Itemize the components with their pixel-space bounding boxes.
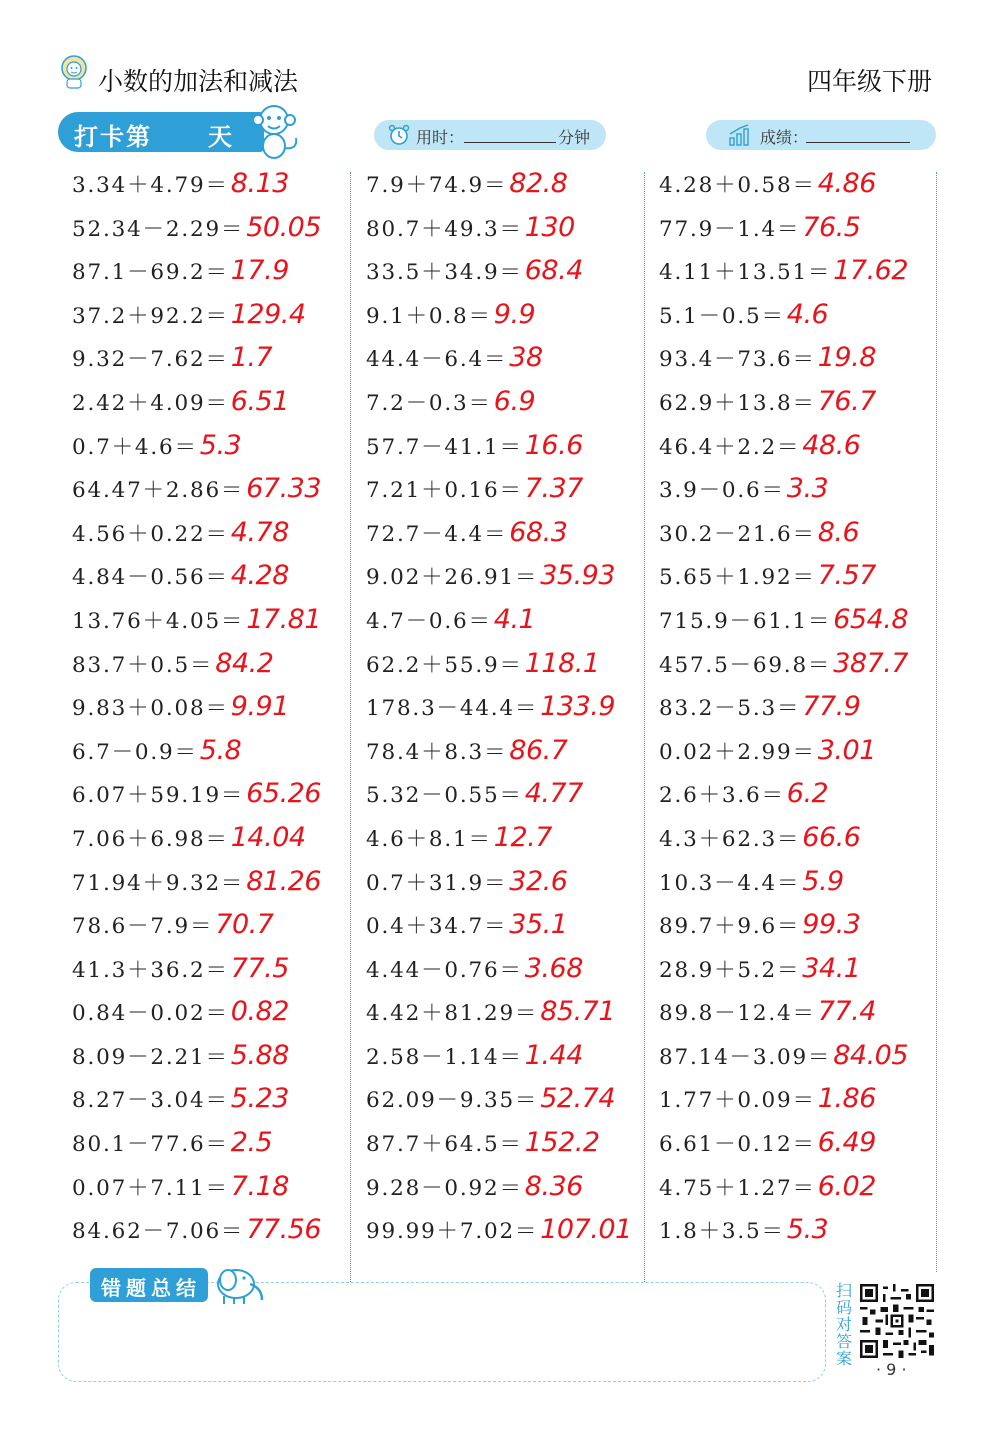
problem-row <box>366 1214 632 1258</box>
problem-row <box>659 778 908 822</box>
problem-expression: 37.2＋92.2＝ <box>72 303 229 329</box>
problem-row <box>366 1127 632 1171</box>
handwritten-answer: 14.04 <box>230 821 306 853</box>
problem-expression: 72.7－4.4＝ <box>366 521 508 547</box>
problem-expression: 4.11＋13.51＝ <box>659 260 832 286</box>
handwritten-answer: 8.13 <box>230 168 289 199</box>
handwritten-answer: 34.1 <box>802 952 861 984</box>
problem-expression: 10.3－4.4＝ <box>659 870 801 896</box>
problem-row <box>72 1127 321 1171</box>
qr-code[interactable] <box>858 1284 936 1358</box>
problem-row <box>659 255 908 299</box>
lion-logo-icon <box>58 54 90 90</box>
handwritten-answer: 654.8 <box>833 603 909 635</box>
problem-expression: 80.1－77.6＝ <box>72 1132 229 1158</box>
problem-row <box>72 996 321 1040</box>
time-pill <box>374 120 606 150</box>
problem-expression: 80.7＋49.3＝ <box>366 216 523 242</box>
problem-expression: 2.6＋3.6＝ <box>659 783 785 809</box>
handwritten-answer: 4.28 <box>230 560 289 592</box>
handwritten-answer: 5.3 <box>786 1214 829 1246</box>
problem-expression: 62.09－9.35＝ <box>366 1088 539 1114</box>
handwritten-answer: 82.8 <box>509 168 568 199</box>
problem-expression: 4.75＋1.27＝ <box>659 1175 816 1201</box>
handwritten-answer: 130 <box>524 211 575 243</box>
problem-row <box>72 778 321 822</box>
handwritten-answer: 4.78 <box>230 516 289 548</box>
problem-expression: 93.4－73.6＝ <box>659 347 816 373</box>
handwritten-answer: 19.8 <box>817 342 876 374</box>
problem-row <box>366 604 632 648</box>
problem-row <box>366 648 632 692</box>
handwritten-answer: 6.49 <box>817 1127 876 1159</box>
problem-row <box>366 473 632 517</box>
handwritten-answer: 6.2 <box>786 778 829 810</box>
problem-row <box>366 1083 632 1127</box>
problem-expression: 77.9－1.4＝ <box>659 216 801 242</box>
monkey-icon <box>246 100 304 162</box>
problem-expression: 87.14－3.09＝ <box>659 1044 832 1070</box>
problem-expression: 4.42＋81.29＝ <box>366 1001 539 1027</box>
problem-row <box>72 255 321 299</box>
handwritten-answer: 99.3 <box>802 909 861 941</box>
problem-expression: 5.1－0.5＝ <box>659 303 785 329</box>
handwritten-answer: 77.5 <box>230 952 289 984</box>
time-unit: 分钟 <box>558 128 591 147</box>
handwritten-answer: 6.02 <box>817 1170 876 1202</box>
handwritten-answer: 76.7 <box>817 385 876 417</box>
problem-expression: 62.2＋55.9＝ <box>366 652 523 678</box>
problem-expression: 41.3＋36.2＝ <box>72 957 229 983</box>
problem-row <box>659 909 908 953</box>
problem-column-3 <box>659 168 908 1258</box>
handwritten-answer: 4.6 <box>786 298 829 330</box>
problem-row <box>72 866 321 910</box>
handwritten-answer: 9.9 <box>493 298 536 330</box>
problem-row <box>659 1083 908 1127</box>
problem-expression: 4.84－0.56＝ <box>72 565 229 591</box>
handwritten-answer: 4.86 <box>817 168 876 199</box>
problem-row <box>659 473 908 517</box>
problem-row <box>659 822 908 866</box>
handwritten-answer: 2.5 <box>230 1127 273 1159</box>
problem-row <box>659 953 908 997</box>
problem-row <box>72 691 321 735</box>
handwritten-answer: 129.4 <box>230 298 306 330</box>
handwritten-answer: 17.62 <box>833 255 909 287</box>
problem-expression: 3.34＋4.79＝ <box>72 173 229 198</box>
problem-expression: 87.1－69.2＝ <box>72 260 229 286</box>
handwritten-answer: 77.9 <box>802 691 861 723</box>
problem-expression: 0.84－0.02＝ <box>72 1001 229 1027</box>
handwritten-answer: 66.6 <box>802 821 861 853</box>
handwritten-answer: 5.8 <box>199 734 242 766</box>
problem-expression: 28.9＋5.2＝ <box>659 957 801 983</box>
problem-expression: 57.7－41.1＝ <box>366 434 523 460</box>
problem-expression: 6.07＋59.19＝ <box>72 783 245 809</box>
checkin-banner <box>58 112 264 152</box>
handwritten-answer: 3.01 <box>817 734 876 766</box>
problem-row <box>659 735 908 779</box>
problem-row <box>72 953 321 997</box>
problem-expression: 7.9＋74.9＝ <box>366 173 508 198</box>
scan-label: 扫码对答案 <box>836 1281 853 1368</box>
handwritten-answer: 35.1 <box>509 909 568 941</box>
mistake-summary-label: 错题总结 <box>101 1276 201 1300</box>
problem-expression: 7.06＋6.98＝ <box>72 826 229 852</box>
problem-row <box>72 473 321 517</box>
problem-row <box>72 430 321 474</box>
problem-row <box>72 212 321 256</box>
problem-row <box>72 342 321 386</box>
problem-expression: 71.94＋9.32＝ <box>72 870 245 896</box>
problem-expression: 87.7＋64.5＝ <box>366 1132 523 1158</box>
problem-expression: 30.2－21.6＝ <box>659 521 816 547</box>
handwritten-answer: 35.93 <box>540 560 616 592</box>
handwritten-answer: 50.05 <box>246 211 322 243</box>
problem-expression: 9.1＋0.8＝ <box>366 303 492 329</box>
problem-expression: 4.56＋0.22＝ <box>72 521 229 547</box>
handwritten-answer: 17.9 <box>230 255 289 287</box>
problem-row <box>659 342 908 386</box>
handwritten-answer: 4.1 <box>493 603 536 635</box>
problem-row <box>366 735 632 779</box>
problem-expression: 83.7＋0.5＝ <box>72 652 214 678</box>
problem-expression: 8.27－3.04＝ <box>72 1088 229 1114</box>
column-divider <box>350 172 351 1282</box>
elephant-icon <box>206 1262 270 1306</box>
handwritten-answer: 107.01 <box>540 1214 632 1246</box>
problem-expression: 9.32－7.62＝ <box>72 347 229 373</box>
problem-expression: 44.4－6.4＝ <box>366 347 508 373</box>
problem-row <box>366 255 632 299</box>
handwritten-answer: 70.7 <box>215 909 274 941</box>
problem-row <box>659 168 908 212</box>
handwritten-answer: 7.18 <box>230 1170 289 1202</box>
handwritten-answer: 12.7 <box>493 821 552 853</box>
problem-row <box>366 866 632 910</box>
problem-expression: 13.76＋4.05＝ <box>72 608 245 634</box>
problem-expression: 9.02＋26.91＝ <box>366 565 539 591</box>
problem-row <box>72 1171 321 1215</box>
problem-row <box>366 1040 632 1084</box>
problem-expression: 52.34－2.29＝ <box>72 216 245 242</box>
problem-row <box>659 1127 908 1171</box>
problem-expression: 7.21＋0.16＝ <box>366 478 523 504</box>
problem-row <box>659 386 908 430</box>
problem-row <box>659 604 908 648</box>
handwritten-answer: 76.5 <box>802 211 861 243</box>
problem-row <box>72 299 321 343</box>
problem-expression: 4.3＋62.3＝ <box>659 826 801 852</box>
handwritten-answer: 6.9 <box>493 385 536 417</box>
problem-expression: 89.8－12.4＝ <box>659 1001 816 1027</box>
problem-row <box>366 342 632 386</box>
problem-row <box>366 560 632 604</box>
problem-expression: 3.9－0.6＝ <box>659 478 785 504</box>
handwritten-answer: 65.26 <box>246 778 322 810</box>
problem-row <box>72 560 321 604</box>
column-divider <box>644 172 645 1282</box>
mistake-summary-tag <box>90 1268 208 1302</box>
problem-expression: 2.42＋4.09＝ <box>72 390 229 416</box>
handwritten-answer: 5.3 <box>199 429 242 461</box>
column-divider <box>936 172 937 1272</box>
time-label: 用时： <box>416 128 465 147</box>
problem-row <box>659 1214 908 1258</box>
problem-row <box>659 691 908 735</box>
problem-row <box>659 560 908 604</box>
problem-row <box>659 996 908 1040</box>
problem-expression: 1.8＋3.5＝ <box>659 1219 785 1245</box>
handwritten-answer: 52.74 <box>540 1083 616 1115</box>
problem-expression: 78.4＋8.3＝ <box>366 739 508 765</box>
problem-row <box>366 909 632 953</box>
problem-row <box>366 212 632 256</box>
grade-label: 四年级下册 <box>806 67 932 96</box>
problem-expression: 33.5＋34.9＝ <box>366 260 523 286</box>
problem-row <box>366 778 632 822</box>
problem-row <box>366 517 632 561</box>
time-blank[interactable] <box>464 142 556 143</box>
problem-row <box>72 517 321 561</box>
clock-icon <box>388 124 410 146</box>
problem-expression: 8.09－2.21＝ <box>72 1044 229 1070</box>
problem-row <box>659 212 908 256</box>
problem-expression: 4.28＋0.58＝ <box>659 173 816 198</box>
problem-row <box>659 1171 908 1215</box>
handwritten-answer: 77.56 <box>246 1214 322 1246</box>
handwritten-answer: 38 <box>509 342 543 374</box>
problem-row <box>366 996 632 1040</box>
problem-expression: 5.65＋1.92＝ <box>659 565 816 591</box>
problem-expression: 6.7－0.9＝ <box>72 739 198 765</box>
problem-expression: 62.9＋13.8＝ <box>659 390 816 416</box>
problem-expression: 64.47＋2.86＝ <box>72 478 245 504</box>
problem-row <box>366 299 632 343</box>
problem-row <box>659 299 908 343</box>
handwritten-answer: 86.7 <box>509 734 568 766</box>
problem-column-1 <box>72 168 321 1258</box>
handwritten-answer: 68.4 <box>524 255 583 287</box>
problem-expression: 5.32－0.55＝ <box>366 783 523 809</box>
problem-expression: 6.61－0.12＝ <box>659 1132 816 1158</box>
score-label: 成绩： <box>760 128 809 147</box>
checkin-day-label: 天 <box>208 123 232 151</box>
handwritten-answer: 1.7 <box>230 342 273 374</box>
page-number: · 9 · <box>876 1360 907 1379</box>
problem-row <box>366 386 632 430</box>
handwritten-answer: 9.91 <box>230 691 289 723</box>
handwritten-answer: 67.33 <box>246 473 322 505</box>
problem-row <box>72 648 321 692</box>
problem-expression: 9.28－0.92＝ <box>366 1175 523 1201</box>
problem-row <box>72 1040 321 1084</box>
handwritten-answer: 4.77 <box>524 778 583 810</box>
problem-expression: 4.6＋8.1＝ <box>366 826 492 852</box>
problem-expression: 84.62－7.06＝ <box>72 1219 245 1245</box>
handwritten-answer: 81.26 <box>246 865 322 897</box>
handwritten-answer: 0.82 <box>230 996 289 1028</box>
problem-row <box>72 1083 321 1127</box>
score-blank[interactable] <box>806 142 910 143</box>
problem-row <box>659 517 908 561</box>
problem-expression: 178.3－44.4＝ <box>366 696 539 722</box>
problem-row <box>72 604 321 648</box>
handwritten-answer: 1.86 <box>817 1083 876 1115</box>
problem-expression: 0.02＋2.99＝ <box>659 739 816 765</box>
problem-expression: 46.4＋2.2＝ <box>659 434 801 460</box>
problem-expression: 7.2－0.3＝ <box>366 390 492 416</box>
problem-row <box>72 1214 321 1258</box>
handwritten-answer: 32.6 <box>509 865 568 897</box>
problem-expression: 9.83＋0.08＝ <box>72 696 229 722</box>
problem-expression: 78.6－7.9＝ <box>72 914 214 940</box>
problem-row <box>72 735 321 779</box>
problem-row <box>366 1171 632 1215</box>
problem-expression: 0.4＋34.7＝ <box>366 914 508 940</box>
problem-row <box>659 430 908 474</box>
problem-expression: 0.7＋4.6＝ <box>72 434 198 460</box>
problem-row <box>72 909 321 953</box>
problem-row <box>366 822 632 866</box>
handwritten-answer: 6.51 <box>230 385 289 417</box>
handwritten-answer: 16.6 <box>524 429 583 461</box>
problem-row <box>366 430 632 474</box>
problem-expression: 0.7＋31.9＝ <box>366 870 508 896</box>
handwritten-answer: 8.36 <box>524 1170 583 1202</box>
problem-expression: 83.2－5.3＝ <box>659 696 801 722</box>
problem-expression: 715.9－61.1＝ <box>659 608 832 634</box>
handwritten-answer: 84.05 <box>833 1039 909 1071</box>
checkin-label: 打卡第 <box>74 123 152 151</box>
handwritten-answer: 152.2 <box>524 1127 600 1159</box>
problem-row <box>659 1040 908 1084</box>
handwritten-answer: 3.3 <box>786 473 829 505</box>
handwritten-answer: 77.4 <box>817 996 876 1028</box>
handwritten-answer: 7.57 <box>817 560 876 592</box>
handwritten-answer: 5.23 <box>230 1083 289 1115</box>
problem-row <box>659 866 908 910</box>
problem-row <box>366 691 632 735</box>
problem-row <box>72 386 321 430</box>
problem-expression: 99.99＋7.02＝ <box>366 1219 539 1245</box>
problem-expression: 457.5－69.8＝ <box>659 652 832 678</box>
handwritten-answer: 387.7 <box>833 647 909 679</box>
problem-row <box>659 648 908 692</box>
handwritten-answer: 17.81 <box>246 603 322 635</box>
problem-row <box>366 953 632 997</box>
problem-row <box>366 168 632 212</box>
problem-expression: 0.07＋7.11＝ <box>72 1175 229 1201</box>
problem-expression: 1.77＋0.09＝ <box>659 1088 816 1114</box>
handwritten-answer: 118.1 <box>524 647 600 679</box>
handwritten-answer: 85.71 <box>540 996 616 1028</box>
problem-expression: 89.7＋9.6＝ <box>659 914 801 940</box>
handwritten-answer: 5.9 <box>802 865 844 897</box>
handwritten-answer: 68.3 <box>509 516 568 548</box>
score-pill <box>706 120 936 150</box>
handwritten-answer: 5.88 <box>230 1039 289 1071</box>
problem-expression: 4.7－0.6＝ <box>366 608 492 634</box>
page-title: 小数的加法和减法 <box>98 67 299 96</box>
handwritten-answer: 1.44 <box>524 1039 583 1071</box>
problem-row <box>72 168 321 212</box>
handwritten-answer: 8.6 <box>817 516 860 548</box>
handwritten-answer: 48.6 <box>802 429 861 461</box>
handwritten-answer: 133.9 <box>540 691 616 723</box>
problem-row <box>72 822 321 866</box>
handwritten-answer: 84.2 <box>215 647 274 679</box>
problem-expression: 4.44－0.76＝ <box>366 957 523 983</box>
handwritten-answer: 7.37 <box>524 473 583 505</box>
handwritten-answer: 3.68 <box>524 952 583 984</box>
problem-expression: 2.58－1.14＝ <box>366 1044 523 1070</box>
problem-column-2 <box>366 168 632 1258</box>
chart-icon <box>728 124 752 146</box>
